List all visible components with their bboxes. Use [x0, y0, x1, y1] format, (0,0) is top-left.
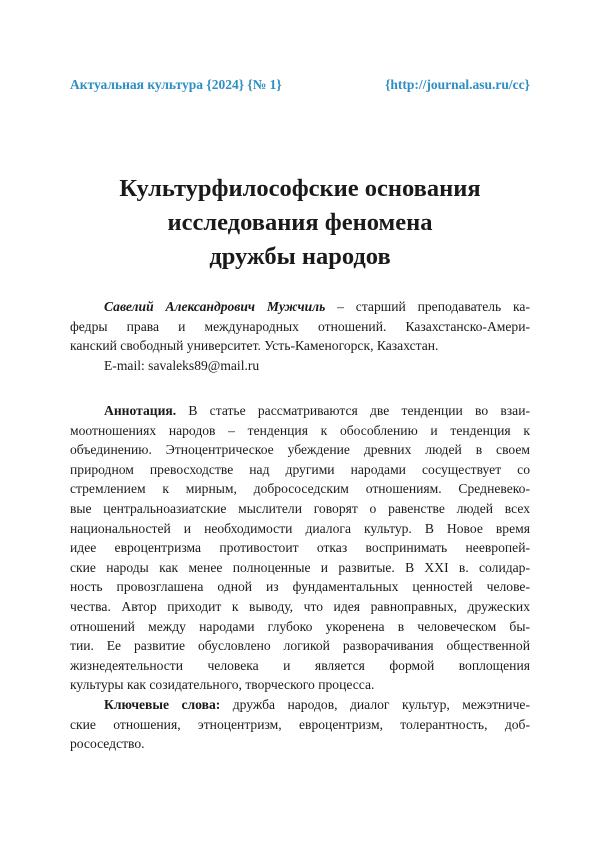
author-line: канский свободный университет. Усть-Каменогорск, Казахстан.	[70, 338, 439, 354]
running-header	[70, 77, 530, 93]
abstract-line: ность провозглашена одной из фундаментальных ценностей челове-	[70, 579, 530, 595]
author-info	[70, 297, 530, 375]
journal-name: Актуальная культура {2024} {№ 1}	[70, 77, 282, 92]
title-line: Культурфилософские основания	[119, 175, 481, 202]
abstract-line: моотношениях народов – тенденция к обособлению и тенденция к	[70, 422, 530, 438]
abstract-label: Аннотация.	[104, 403, 177, 418]
abstract-line: объединению. Этноцентрическое убеждение древних людей в своем	[70, 442, 530, 458]
abstract-line: отношений между народами глубоко укоренена в человеческом бы-	[70, 618, 530, 634]
abstract-line: стремлением к мирным, добрососедским отношениям. Средневеко-	[70, 481, 530, 497]
article-title	[60, 172, 540, 274]
abstract-line: Аннотация. В статье рассматриваются две тенденции во взаи-	[104, 403, 530, 418]
title-line: исследования феномена	[167, 209, 433, 236]
keywords-line: рососедство.	[70, 736, 145, 752]
journal-url[interactable]: {http://journal.asu.ru/cc}	[385, 77, 530, 92]
keywords-label: Ключевые слова:	[104, 696, 221, 712]
author-name: Савелий Александрович Мужчиль	[104, 299, 326, 314]
keywords-line: Ключевые слова: дружба народов, диалог культур, межэтниче-	[104, 696, 530, 712]
author-email: E-mail: savaleks89@mail.ru	[104, 357, 260, 373]
abstract-line: идее евроцентризма противостоит отказ воспринимать неевропей-	[70, 540, 530, 556]
abstract-line: тии. Ее развитие обусловлено логикой разворачивания общественной	[70, 638, 530, 654]
abstract	[70, 401, 530, 754]
abstract-line: жизнедеятельности человека и является формой воплощения	[70, 657, 530, 673]
author-line: федры права и международных отношений. Казахстанско-Амери-	[70, 318, 530, 334]
abstract-line: культуры как созидательного, творческого процесса.	[70, 677, 375, 693]
title-line: дружбы народов	[209, 243, 391, 270]
author-line: Савелий Александрович Мужчиль – старший преподаватель ка-	[104, 299, 530, 314]
abstract-line: природном превосходстве над другими народами сосуществует со	[70, 461, 530, 477]
abstract-line: чества. Автор приходит к выводу, что идея равноправных, дружеских	[70, 598, 530, 614]
abstract-line: ские народы как менее полноценные и развитые. В XXI в. солидар-	[70, 559, 530, 575]
abstract-line: вые центральноазиатские мыслители говорят о равенстве людей всех	[70, 500, 530, 516]
keywords-line: ские отношения, этноцентризм, евроцентризм, толерантность, доб-	[70, 716, 530, 732]
abstract-line: национальностей и необходимости диалога культур. В Новое время	[70, 520, 530, 536]
